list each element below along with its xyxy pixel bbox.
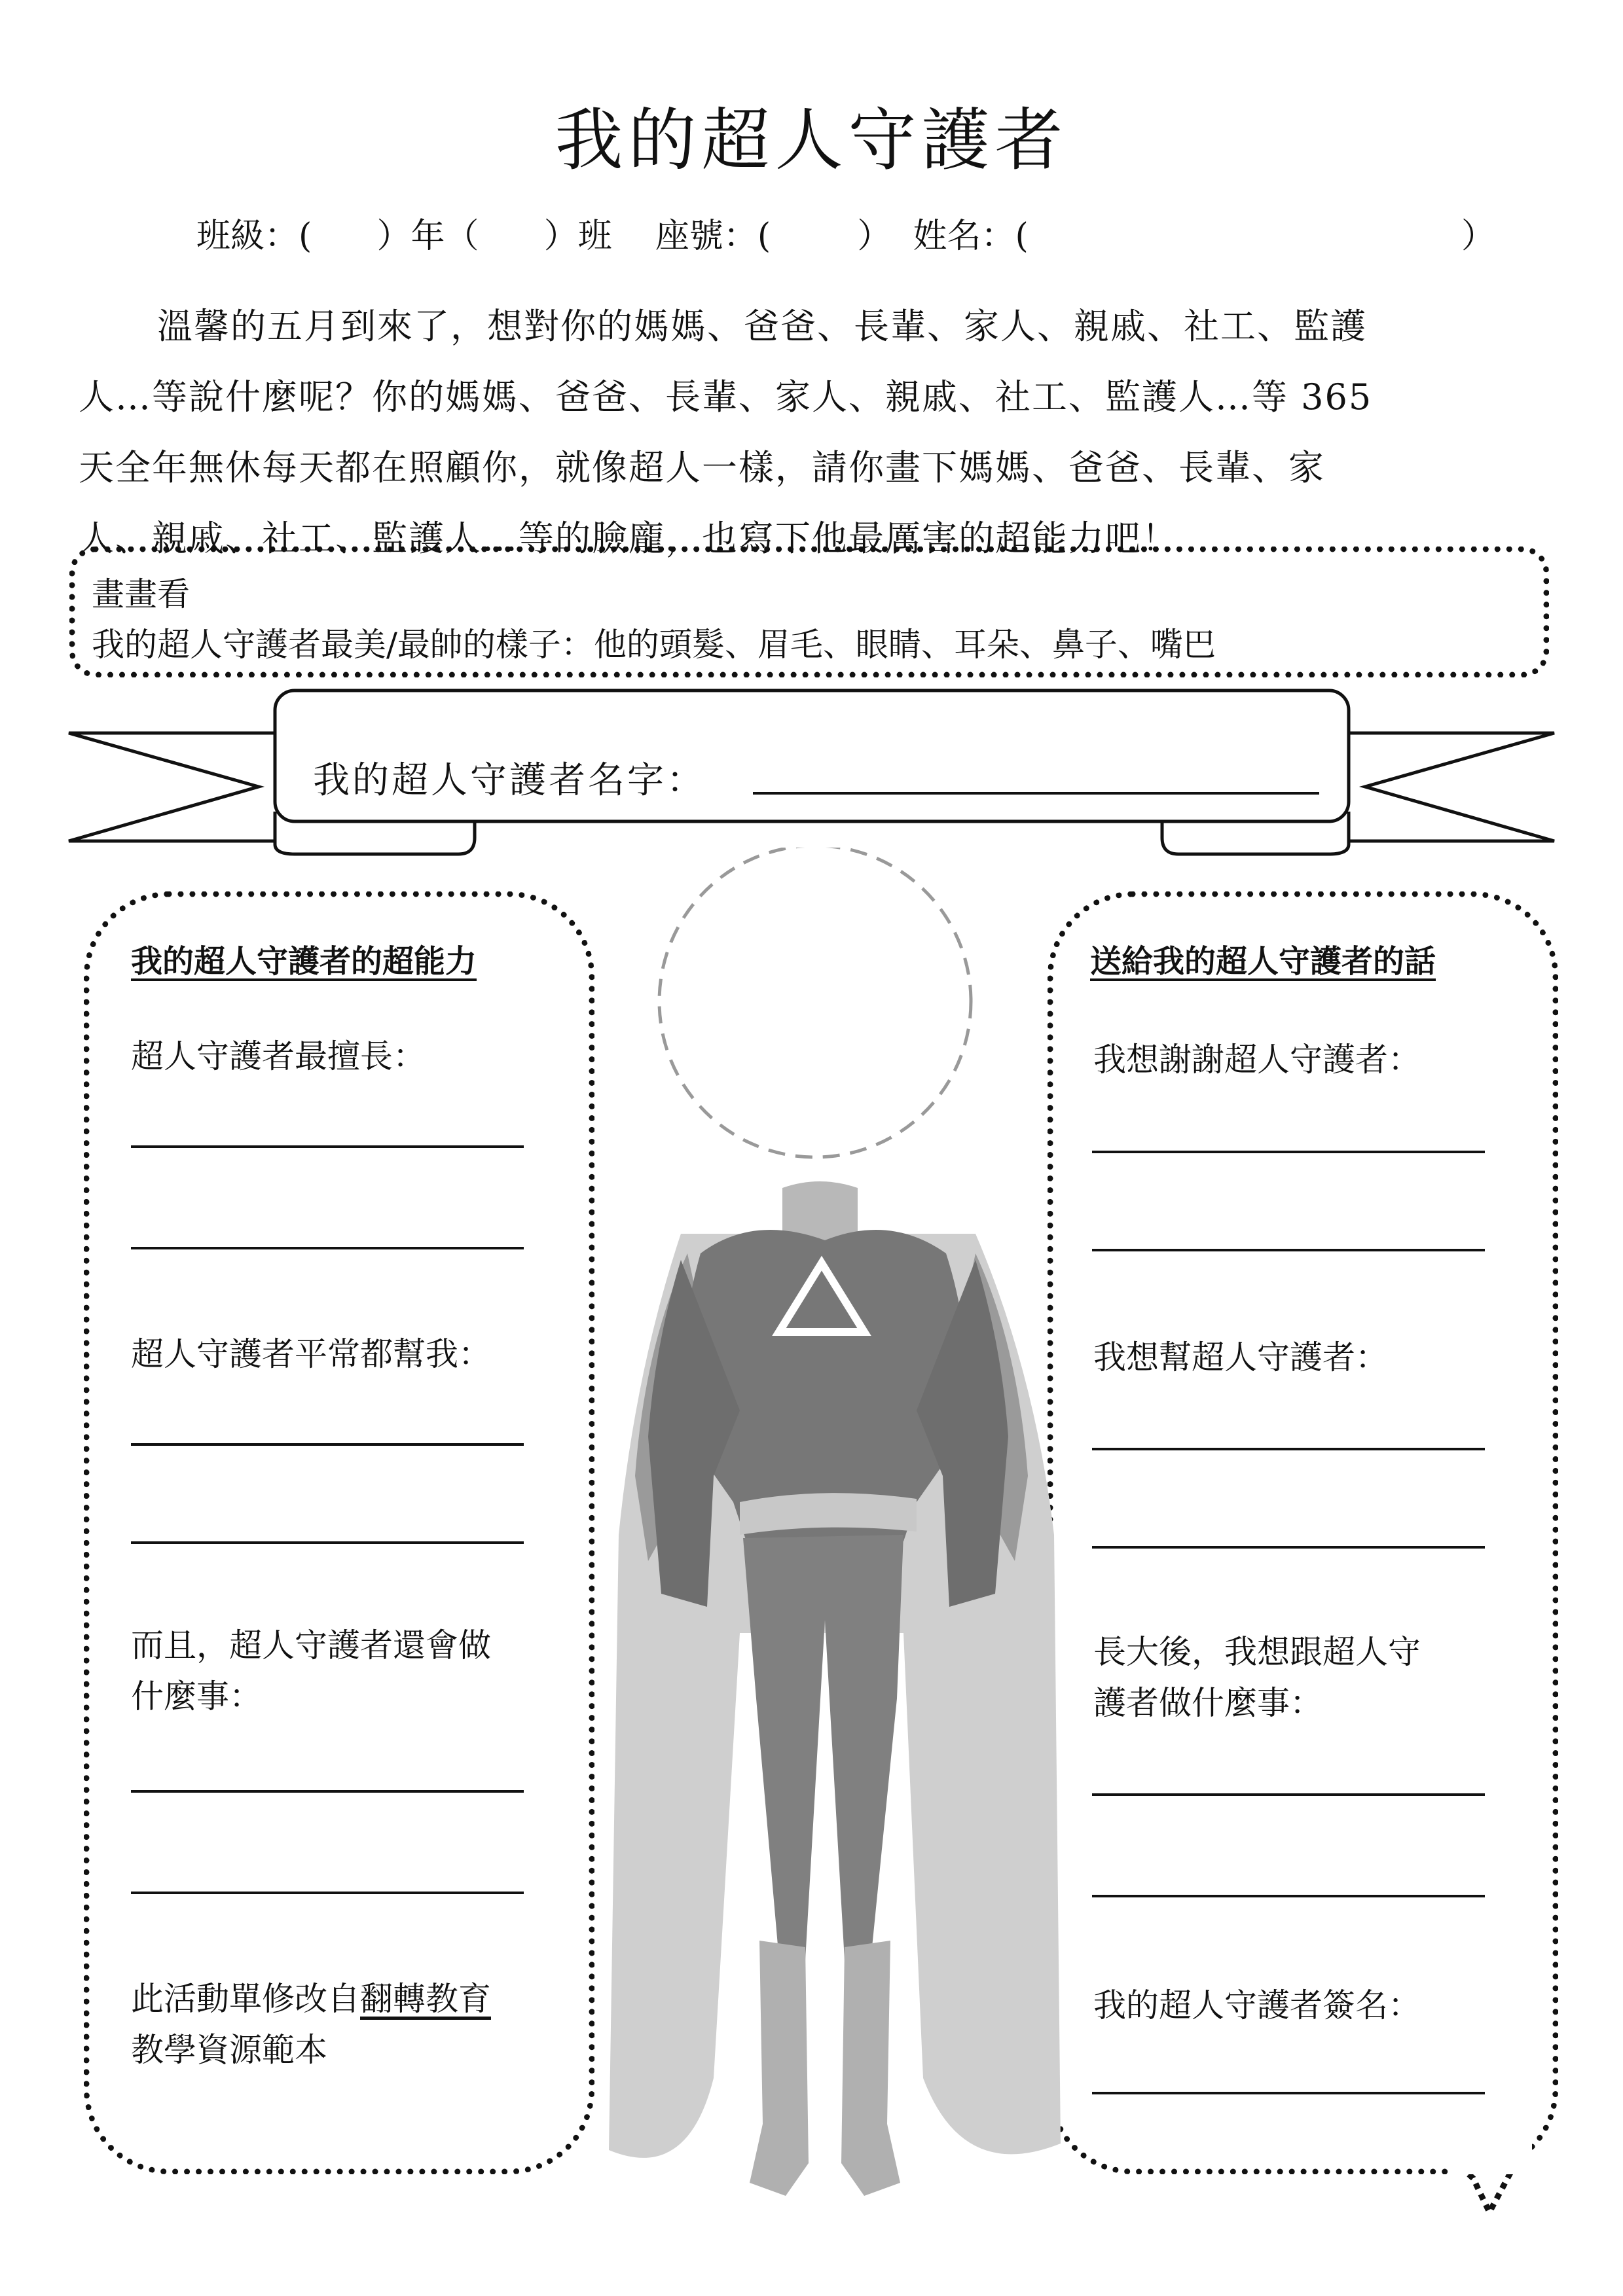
intro-line: 溫馨的五月到來了，想對你的媽媽、爸爸、長輩、家人、親戚、社工、監護: [157, 306, 1367, 347]
grade-label[interactable]: ）年（: [376, 217, 479, 256]
credit-suffix: 教學資源範本: [131, 2031, 327, 2069]
intro-line: 天全年無休每天都在照顧你，就像超人一樣，請你畫下媽媽、爸爸、長輩、家: [79, 447, 1325, 488]
answer-line[interactable]: [1092, 1448, 1485, 1450]
answer-line[interactable]: [1092, 1249, 1485, 1251]
answer-line[interactable]: [131, 1145, 524, 1148]
superpower-heading: 我的超人守護者的超能力: [131, 943, 477, 980]
seat-close[interactable]: ）: [857, 217, 892, 256]
intro-line: 人、親戚、社工、監護人…等的臉龐，也寫下他最厲害的超能力吧！: [79, 518, 1178, 559]
prompt-line: 護者做什麼事：: [1093, 1684, 1322, 1722]
signature-prompt: 我的超人守護者簽名：: [1093, 1986, 1421, 2024]
class-suffix[interactable]: ）班: [543, 217, 612, 256]
helps-me-prompt: 超人守護者平常都幫我：: [131, 1335, 491, 1373]
neck-icon: [782, 1181, 858, 1240]
answer-line[interactable]: [131, 1790, 524, 1793]
credit-prefix: 此活動單修改自: [131, 1980, 360, 2018]
answer-line[interactable]: [131, 1541, 524, 1544]
credit-link[interactable]: 翻轉教育: [360, 1980, 491, 2018]
prompt-line: 而且，超人守護者還會做: [131, 1626, 491, 1664]
thank-prompt: 我想謝謝超人守護者：: [1093, 1041, 1421, 1079]
page-title: 我的超人守護者: [555, 100, 1068, 180]
name-banner-ribbon: [0, 681, 1623, 870]
drawing-instruction: 我的超人守護者最美/最帥的樣子：他的頭髮、眉毛、眼睛、耳朵、鼻子、嘴巴: [92, 626, 1216, 664]
answer-line[interactable]: [1092, 1793, 1485, 1796]
message-heading: 送給我的超人守護者的話: [1090, 943, 1436, 980]
legs-icon: [743, 1535, 903, 1960]
name-label: 姓名：(: [913, 217, 1029, 256]
answer-line[interactable]: [131, 1247, 524, 1249]
best-at-prompt: 超人守護者最擅長：: [131, 1037, 426, 1075]
superhero-figure: [609, 848, 1067, 2229]
class-label: 班級：(: [196, 217, 312, 256]
intro-line: 人…等說什麼呢？你的媽媽、爸爸、長輩、家人、親戚、社工、監護人…等 365: [79, 376, 1373, 418]
name-close[interactable]: ）: [1461, 217, 1495, 256]
speech-bubble-tail: [1453, 2140, 1532, 2219]
boot-right-icon: [841, 1941, 900, 2196]
face-drawing-circle[interactable]: [659, 848, 971, 1157]
grow-up-prompt: [1093, 1626, 1421, 1729]
intro-paragraph: [79, 291, 1545, 574]
drawing-heading: 畫畫看: [92, 575, 190, 613]
prompt-line: 長大後，我想跟超人守: [1093, 1633, 1421, 1671]
guardian-name-input-line[interactable]: [753, 792, 1319, 795]
answer-line[interactable]: [1092, 1546, 1485, 1549]
student-info-row: [196, 208, 1495, 257]
answer-line[interactable]: [131, 1892, 524, 1894]
answer-line[interactable]: [131, 1443, 524, 1446]
seat-label: 座號：(: [655, 217, 771, 256]
credit-note: [131, 1973, 491, 2075]
signature-line[interactable]: [1092, 2092, 1485, 2094]
prompt-line: 什麼事：: [131, 1677, 262, 1715]
also-does-prompt: [131, 1620, 491, 1722]
answer-line[interactable]: [1092, 1151, 1485, 1153]
boot-left-icon: [750, 1941, 809, 2196]
answer-line[interactable]: [1092, 1895, 1485, 1897]
guardian-name-label: 我的超人守護者名字：: [313, 759, 706, 802]
help-guardian-prompt: 我想幫超人守護者：: [1093, 1338, 1388, 1376]
